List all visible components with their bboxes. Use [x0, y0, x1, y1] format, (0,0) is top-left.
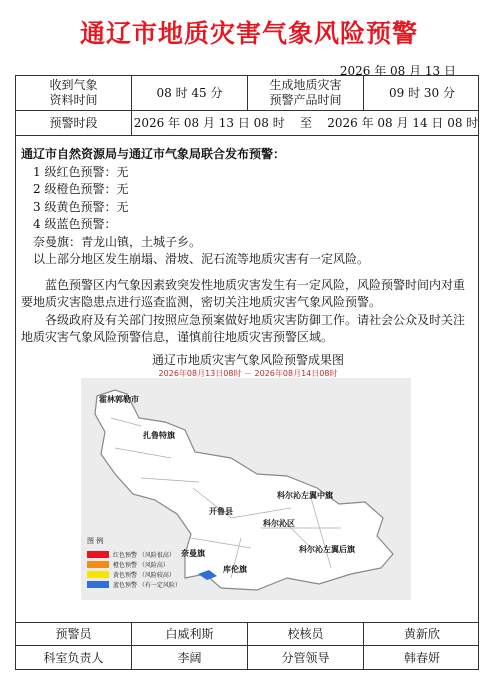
region-kezuohou: 科尔沁左翼后旗 [299, 545, 355, 554]
product-label: 生成地质灾害 预警产品时间 [248, 76, 364, 110]
warning-area: 奈曼旗：青龙山镇，土城子乡。 [33, 234, 202, 249]
warning-form [15, 75, 479, 670]
legend-yellow-swatch [87, 571, 109, 578]
legend-blue [87, 580, 181, 589]
region-kulun: 库伦旗 [223, 565, 247, 574]
product-value: 09 时 30 分 [389, 85, 455, 100]
time-row [16, 76, 478, 111]
legend-yellow [87, 570, 175, 579]
issue-date: 2026 年 08 月 13 日 [339, 64, 456, 78]
region-keerqin: 科尔沁区 [263, 519, 295, 528]
legend-orange [87, 560, 169, 569]
risk-map [81, 378, 411, 600]
region-zhalute: 扎鲁特旗 [143, 431, 175, 440]
region-kezuozhong: 科尔沁左翼中旗 [277, 491, 333, 500]
region-huolinguole: 霍林郭勒市 [99, 395, 139, 404]
map-subtitle: 2026年08月13日08时 － 2026年08月14日08时 [158, 369, 338, 378]
leader-label: 分管领导 [248, 646, 364, 670]
level3-line: 3 级黄色预警：无 [33, 199, 129, 214]
period-row [16, 111, 478, 136]
leader-value: 韩春妍 [403, 650, 440, 665]
received-label: 收到气象 资料时间 [16, 76, 132, 110]
level2-line: 2 级橙色预警：无 [33, 182, 129, 196]
reviewer-value: 黄新欣 [403, 626, 440, 641]
legend-orange-label: 橙色预警 （风险高） [113, 562, 169, 569]
legend-orange-swatch [87, 561, 109, 568]
period-label: 预警时段 [16, 111, 132, 135]
reviewer-label: 校核员 [248, 623, 364, 645]
body-paragraph-1: 蓝色预警区内气象因素致突发性地质灾害发生有一定风险，风险预警时间内对重要地质灾害隐患点进行巡查监测，密切关注地质灾害气象风险预警。 [21, 277, 466, 309]
legend-red-label: 红色预警 （风险很高） [113, 552, 175, 559]
legend-red [87, 550, 175, 559]
forecaster-value: 白威利斯 [132, 623, 248, 645]
legend-red-swatch [87, 551, 109, 558]
chief-label: 科室负责人 [16, 646, 132, 670]
forecaster-label: 预警员 [16, 623, 132, 645]
legend-yellow-label: 黄色预警 （风险较高） [113, 572, 175, 579]
region-kailu: 开鲁县 [209, 507, 233, 516]
warning-body [21, 146, 476, 347]
level1-line: 1 级红色预警：无 [33, 164, 129, 179]
body-heading: 通辽市自然资源局与通辽市气象局联合发布预警： [21, 147, 286, 161]
warning-summary: 以上部分地区发生崩塌、滑坡、泥石流等地质灾害有一定风险。 [33, 252, 370, 266]
body-paragraph-2: 各级政府及有关部门按照应急预案做好地质灾害防御工作。请社会公众及时关注地质灾害气象风险预警信息，谨慎前往地质灾害预警区域。 [21, 312, 466, 344]
period-value: 2026 年 08 月 13 日 08 时 至 2026 年 08 月 14 日 08 时 [133, 115, 479, 130]
legend-title: 图 例 [87, 537, 104, 545]
footer-row-1 [16, 622, 478, 646]
footer-row-2 [16, 646, 478, 670]
legend-blue-swatch [87, 581, 109, 588]
legend-blue-label: 蓝色预警 （有一定风险） [113, 582, 181, 589]
chief-value: 李阔 [132, 646, 248, 670]
received-value: 08 时 45 分 [132, 76, 248, 110]
map-title: 通辽市地质灾害气象风险预警成果图 [151, 353, 344, 367]
level4-line: 4 级蓝色预警： [33, 217, 117, 231]
page-title: 通辽市地质灾害气象风险预警 [79, 19, 418, 48]
region-naiman: 奈曼旗 [181, 549, 205, 558]
